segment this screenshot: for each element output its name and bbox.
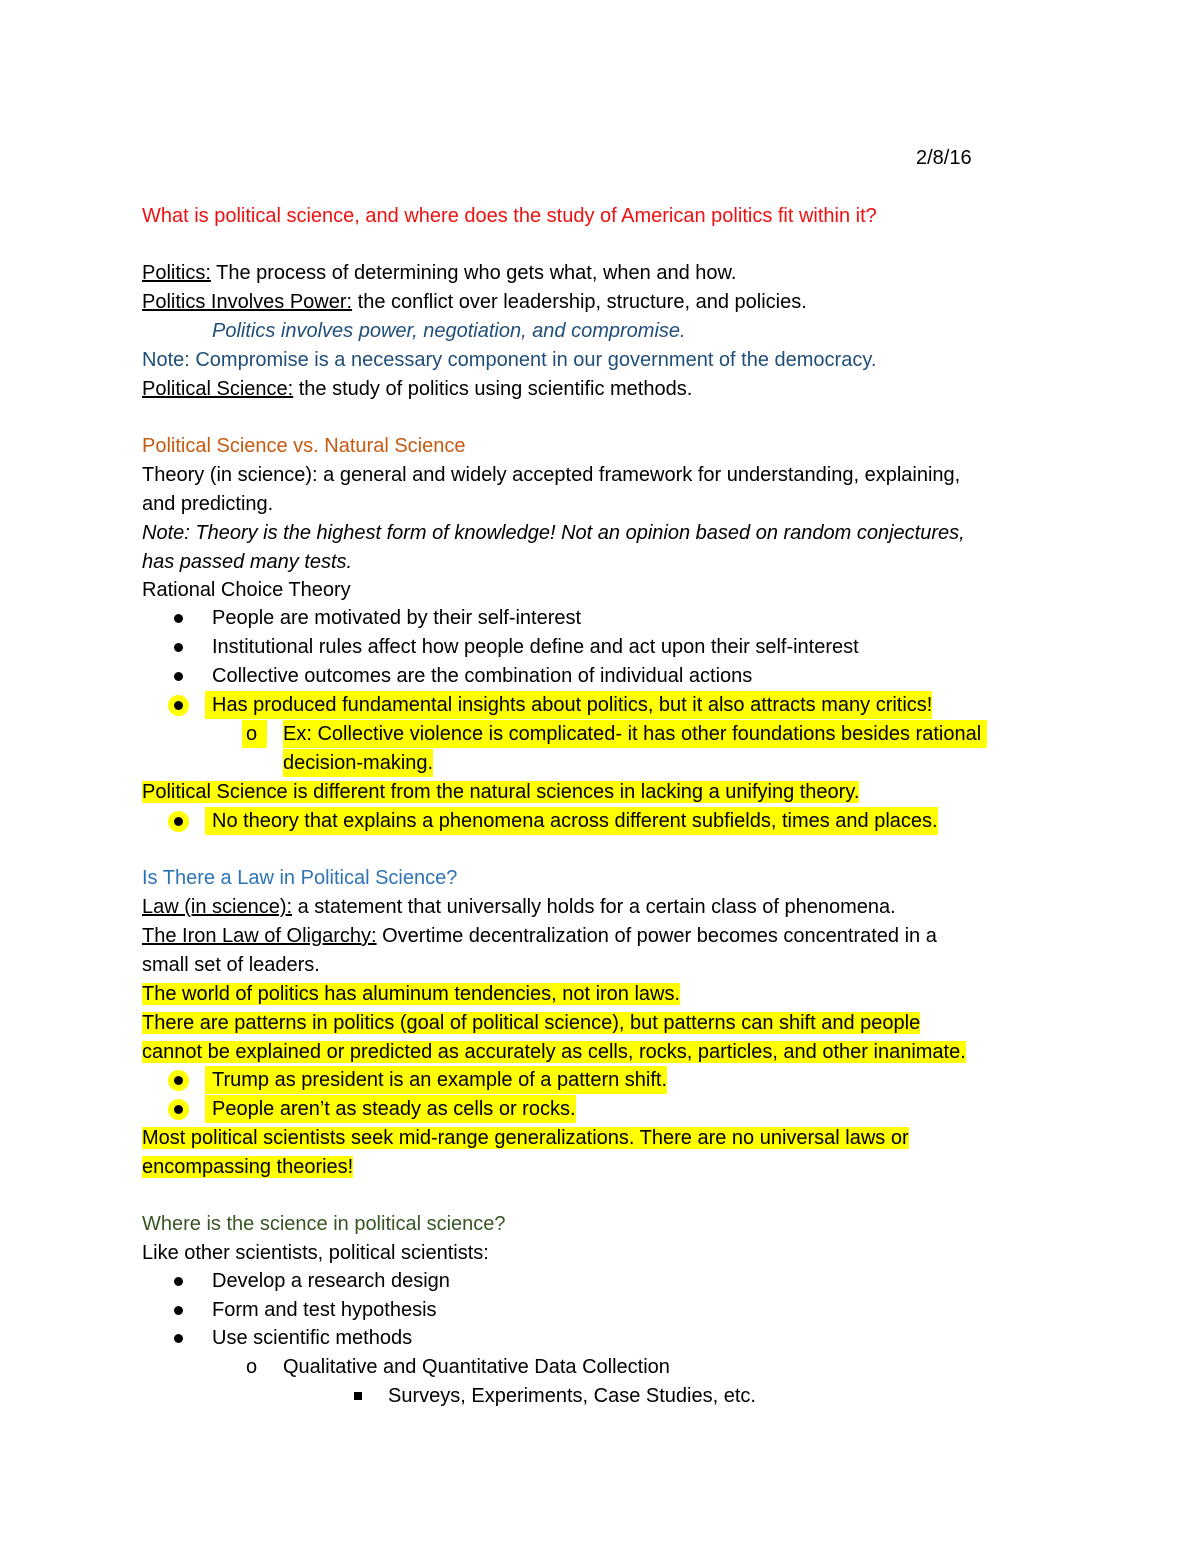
law-definition: [142, 893, 896, 921]
aluminum-line: The world of politics has aluminum tendencies, not iron laws.: [142, 983, 681, 1005]
sub-bullet-icon: o: [246, 1356, 258, 1378]
compromise-note: Note: Compromise is a necessary component in our government of the democracy.: [142, 349, 877, 371]
square-bullet-icon: [354, 1392, 362, 1400]
power-definition: [142, 288, 807, 316]
polsci-term: Political Science:: [142, 378, 294, 400]
sub-list-item-cont: decision-making.: [0, 749, 1200, 777]
bullet-icon: [174, 1105, 183, 1114]
section-heading-natural-science: Political Science vs. Natural Science: [142, 435, 466, 457]
list-item: Use scientific methods: [0, 1324, 1200, 1352]
generalizations-line2: encompassing theories!: [142, 1156, 354, 1178]
bullet-icon: [174, 614, 183, 623]
generalizations-line1: Most political scientists seek mid-range generalizations. There are no universal laws or: [142, 1127, 909, 1149]
theory-note-line1: Note: Theory is the highest form of knowledge! Not an opinion based on random conjectures,: [142, 522, 965, 544]
patterns-line1: There are patterns in politics (goal of political science), but patterns can shift and people: [142, 1012, 921, 1034]
iron-law-term: The Iron Law of Oligarchy:: [142, 925, 377, 947]
power-note: Politics involves power, negotiation, and compromise.: [212, 320, 686, 342]
list-item: Collective outcomes are the combination of individual actions: [0, 662, 1200, 690]
scientists-intro: Like other scientists, political scientists:: [142, 1242, 489, 1264]
bullet-icon: [174, 643, 183, 652]
iron-law-definition: [142, 922, 937, 950]
theory-definition-line2: and predicting.: [142, 493, 274, 515]
sub-bullet-icon: o: [242, 720, 267, 748]
list-item: Has produced fundamental insights about politics, but it also attracts many critics!: [0, 691, 1200, 719]
list-item: Form and test hypothesis: [0, 1296, 1200, 1324]
difference-line: Political Science is different from the natural sciences in lacking a unifying theory.: [142, 781, 860, 803]
sub-list-item: o Ex: Collective violence is complicated- it has other foundations besides rational: [0, 720, 1200, 748]
bullet-icon: [174, 817, 183, 826]
patterns-line2: cannot be explained or predicted as accurately as cells, rocks, particles, and other inanimate.: [142, 1041, 966, 1063]
power-term: Politics Involves Power:: [142, 291, 353, 313]
list-item: People aren’t as steady as cells or rocks.: [0, 1095, 1200, 1123]
page-title: What is political science, and where does the study of American politics fit within it?: [142, 205, 877, 227]
sub-sub-list-item: Surveys, Experiments, Case Studies, etc.: [0, 1382, 1200, 1410]
list-item: Develop a research design: [0, 1267, 1200, 1295]
section-heading-law: Is There a Law in Political Science?: [142, 867, 458, 889]
theory-note-line2: has passed many tests.: [142, 551, 353, 573]
polsci-definition: [142, 375, 692, 403]
bullet-icon: [174, 1334, 183, 1343]
bullet-icon: [174, 1277, 183, 1286]
politics-definition: [142, 259, 736, 287]
iron-law-def: Overtime decentralization of power becomes concentrated in a: [376, 925, 937, 947]
section-heading-science: Where is the science in political science?: [142, 1213, 506, 1235]
power-def: the conflict over leadership, structure, and policies.: [352, 291, 807, 313]
polsci-def: the study of politics using scientific methods.: [293, 378, 693, 400]
politics-term: Politics:: [142, 262, 211, 284]
list-item: Trump as president is an example of a pattern shift.: [0, 1066, 1200, 1094]
list-item: No theory that explains a phenomena across different subfields, times and places.: [0, 807, 1200, 835]
law-term: Law (in science):: [142, 896, 293, 918]
bullet-icon: [174, 672, 183, 681]
bullet-icon: [174, 1076, 183, 1085]
bullet-icon: [174, 701, 183, 710]
list-item: Institutional rules affect how people define and act upon their self-interest: [0, 633, 1200, 661]
politics-def: The process of determining who gets what, when and how.: [210, 262, 737, 284]
law-def: a statement that universally holds for a certain class of phenomena.: [292, 896, 896, 918]
iron-law-line2: small set of leaders.: [142, 954, 320, 976]
sub-list-item: o Qualitative and Quantitative Data Collection: [0, 1353, 1200, 1381]
date: 2/8/16: [916, 147, 972, 169]
bullet-icon: [174, 1306, 183, 1315]
rational-choice-label: Rational Choice Theory: [142, 579, 351, 601]
theory-definition-line1: Theory (in science): a general and widely accepted framework for understanding, explaining,: [142, 464, 961, 486]
list-item: People are motivated by their self-interest: [0, 604, 1200, 632]
